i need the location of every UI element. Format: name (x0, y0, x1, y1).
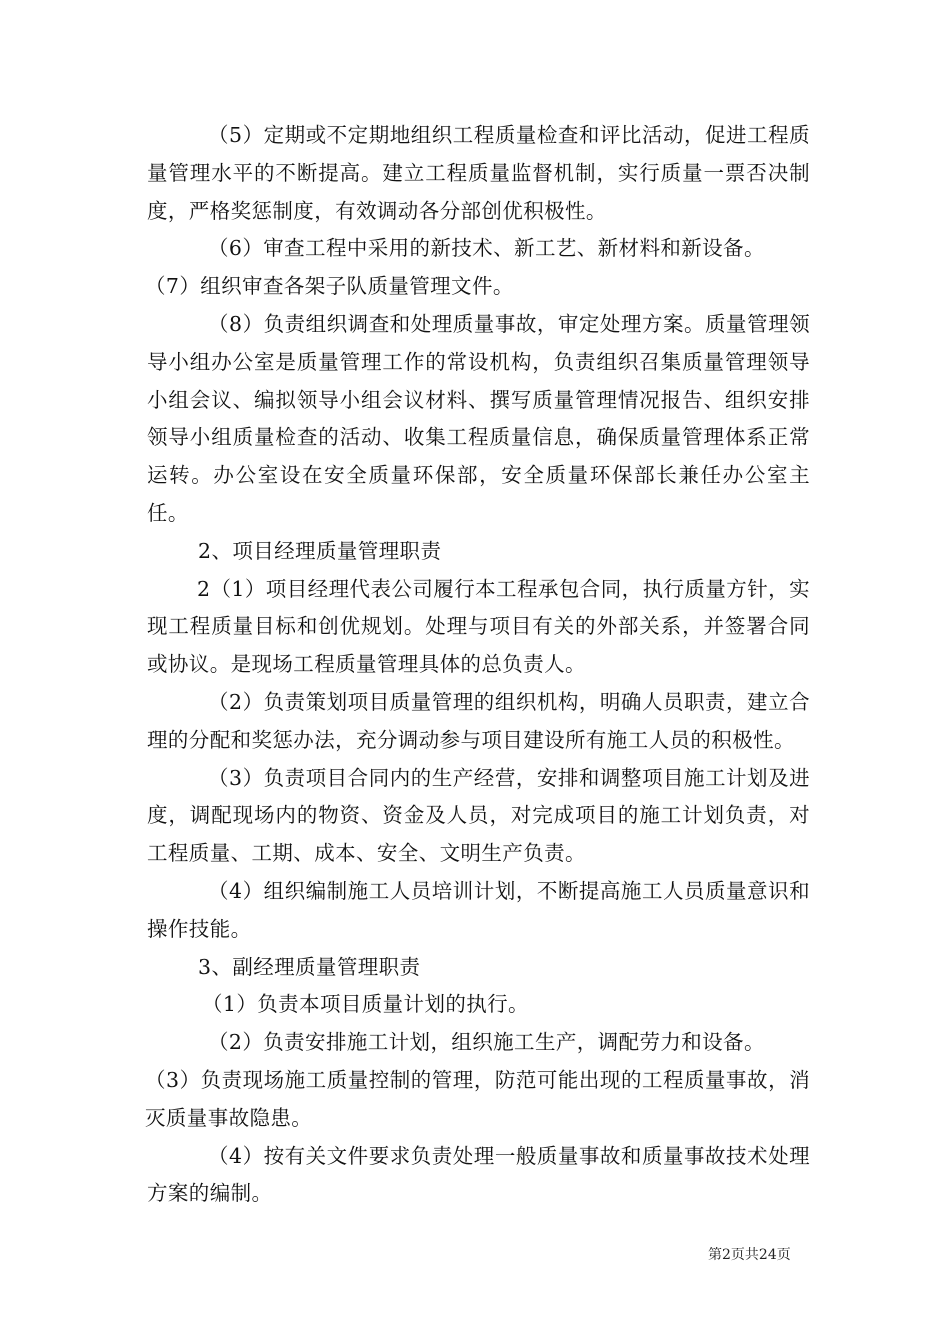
paragraph-item-5: （5）定期或不定期地组织工程质量检查和评比活动，促进工程质量管理水平的不断提高。建立工程质量监督机制，实行质量一票否决制度，严格奖惩制度，有效调动各分部创优积极性。 (147, 123, 810, 223)
paragraph-dm-2: （2）负责安排施工计划，组织施工生产，调配劳力和设备。 (208, 1030, 765, 1055)
paragraph-item-7: （7）组织审查各架子队质量管理文件。 (145, 274, 514, 299)
document-body (147, 117, 810, 1213)
paragraph-dm-1: （1）负责本项目质量计划的执行。 (202, 992, 529, 1017)
paragraph-pm-1: 2（1）项目经理代表公司履行本工程承包合同，执行质量方针，实现工程质量目标和创优规划。处理与项目有关的外部关系，并签署合同或协议。是现场工程质量管理具体的总负责人。 (147, 576, 810, 677)
paragraph-pm-3: （3）负责项目合同内的生产经营，安排和调整项目施工计划及进度，调配现场内的物资、资金及人员，对完成项目的施工计划负责，对工程质量、工期、成本、安全、文明生产负责。 (147, 765, 810, 866)
section-heading-deputy-manager: 3、副经理质量管理职责 (198, 954, 421, 979)
paragraph-dm-4: （4）按有关文件要求负责处理一般质量事故和质量事故技术处理方案的编制。 (147, 1143, 810, 1206)
section-heading-project-manager: 2、项目经理质量管理职责 (198, 538, 442, 563)
paragraph-dm-3: （3）负责现场施工质量控制的管理，防范可能出现的工程质量事故，消灭质量事故隐患。 (145, 1067, 810, 1130)
paragraph-item-6: （6）审查工程中采用的新技术、新工艺、新材料和新设备。 (208, 236, 765, 261)
page-number-footer: 第2页共24页 (708, 1247, 791, 1263)
paragraph-pm-2: （2）负责策划项目质量管理的组织机构，明确人员职责，建立合理的分配和奖惩办法，充分调动参与项目建设所有施工人员的积极性。 (147, 689, 810, 752)
paragraph-item-8: （8）负责组织调查和处理质量事故，审定处理方案。质量管理领导小组办公室是质量管理工作的常设机构，负责组织召集质量管理领导小组会议、编拟领导小组会议材料、撰写质量管理情况报告、组织安排领导小组质量检查的活动、收集工程质量信息，确保质量管理体系正常运转。办公室设在安全质量环保部，安全质量环保部长兼任办公室主任。 (147, 311, 810, 525)
paragraph-pm-4: （4）组织编制施工人员培训计划，不断提高施工人员质量意识和操作技能。 (147, 878, 810, 941)
